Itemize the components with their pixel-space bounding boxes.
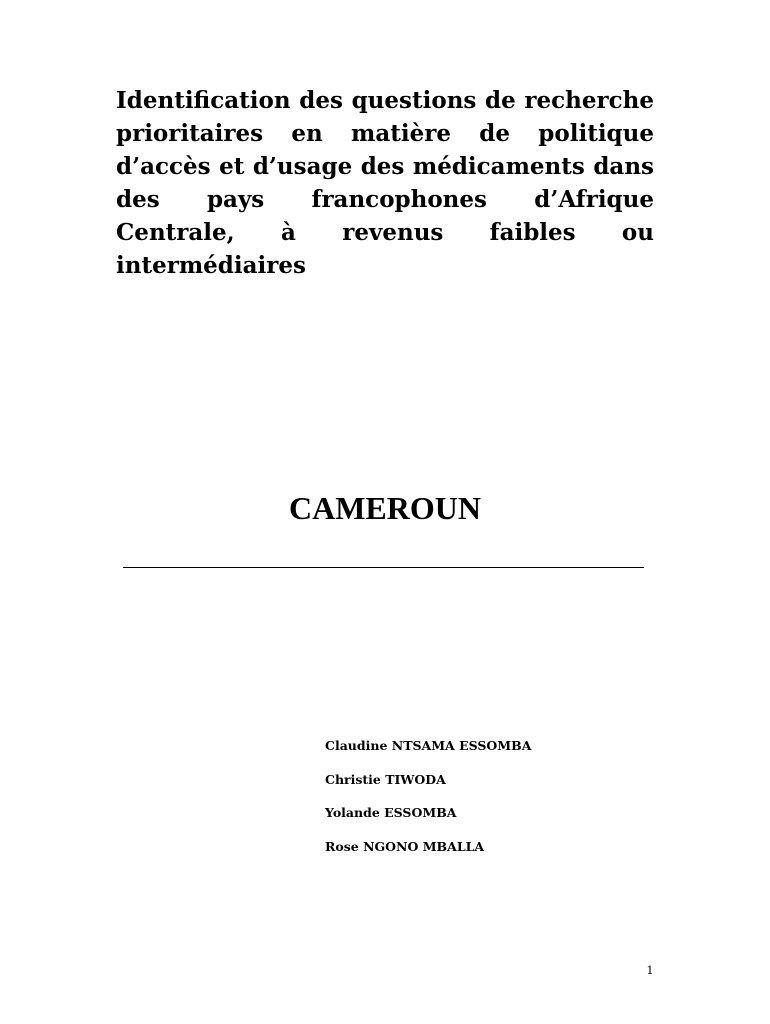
author-name: Claudine NTSAMA ESSOMBA (325, 738, 532, 753)
country-heading: CAMEROUN (289, 490, 481, 526)
author-name: Rose NGONO MBALLA (325, 838, 485, 854)
page-number: 1 (646, 964, 654, 977)
author-name: Yolande ESSOMBA (325, 805, 457, 820)
horizontal-divider (123, 567, 644, 568)
author-list (325, 738, 531, 872)
author-name: Christie TIWODA (325, 771, 446, 787)
document-title: Identification des questions de recherche prioritaires en matière de politique d’accès et d’usage des médicaments dans des pays francophones d’Afrique Centrale, à revenus faibles ou intermédiaires (116, 87, 654, 279)
